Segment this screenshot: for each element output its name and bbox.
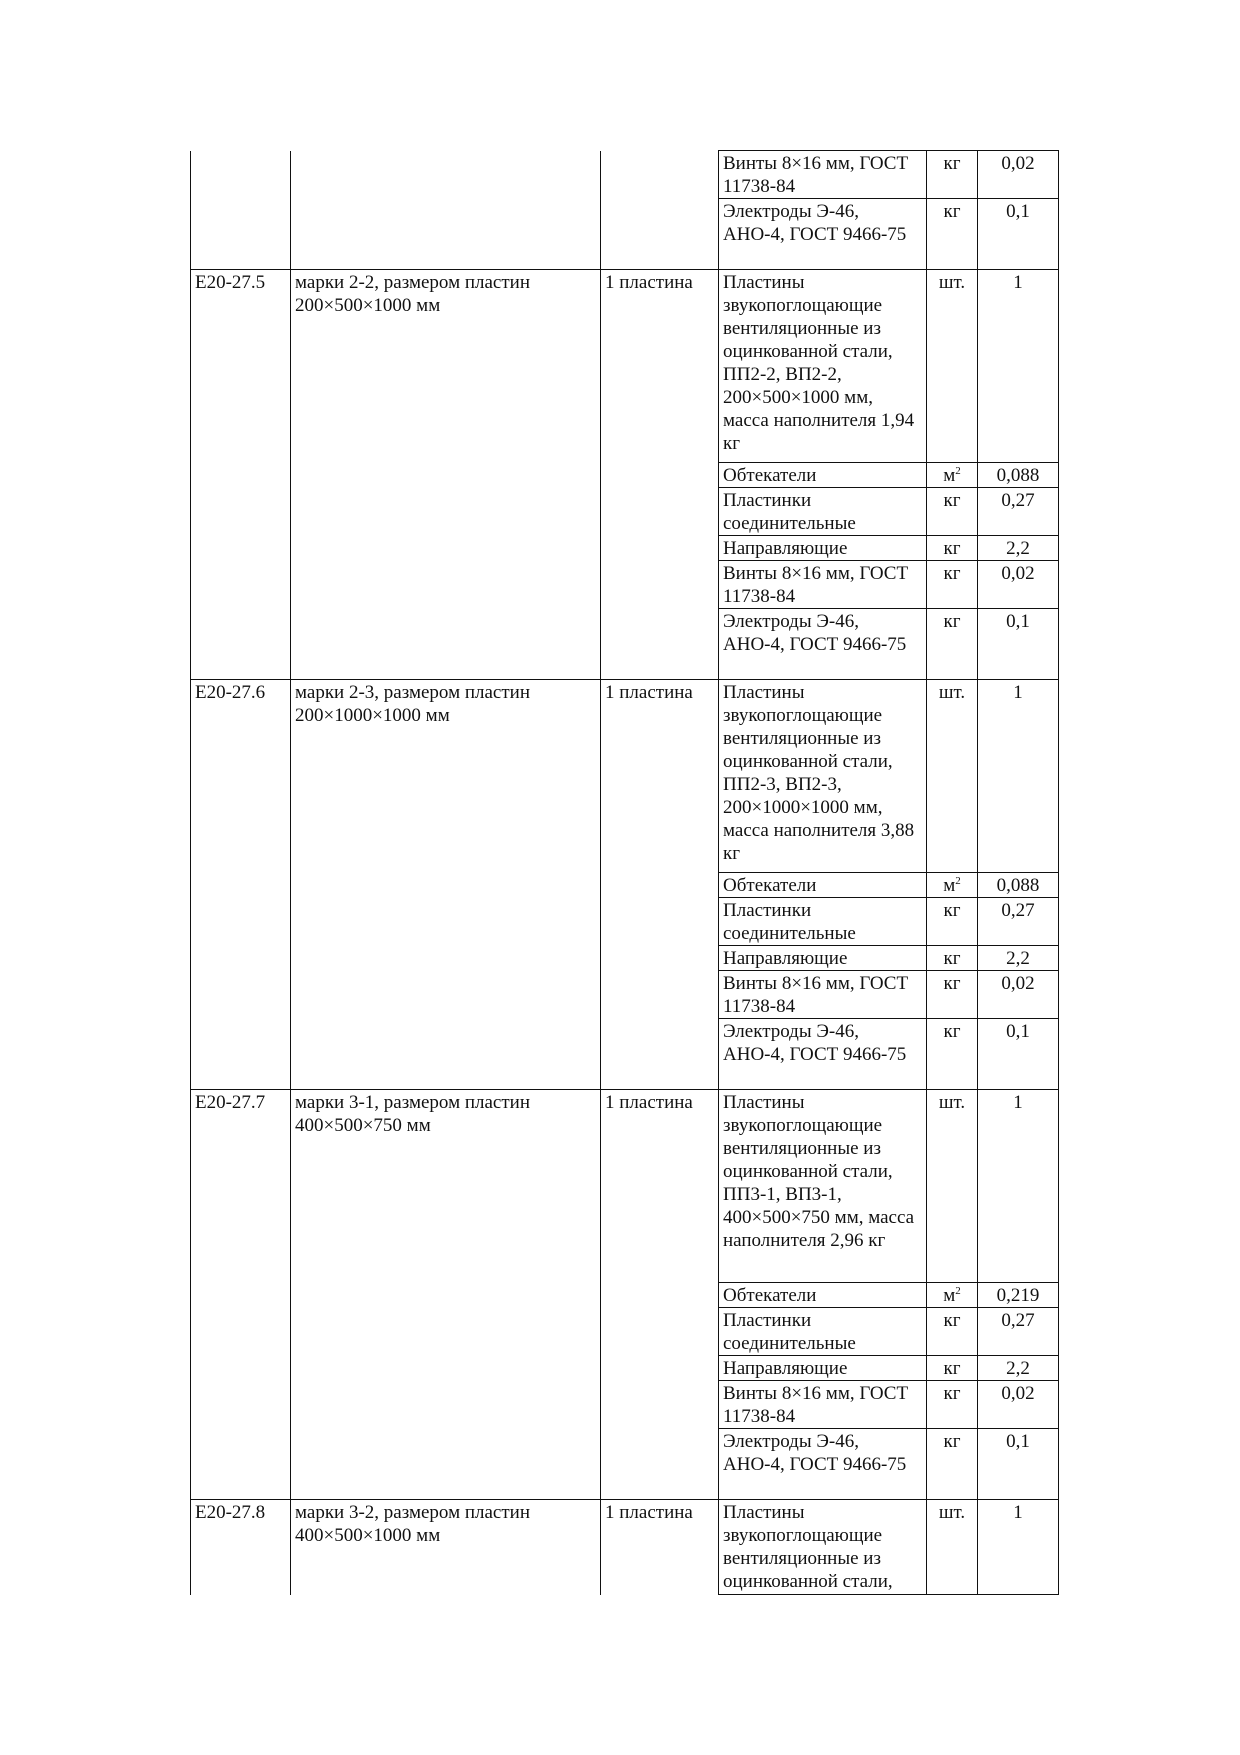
material-name-cell: Винты 8×16 мм, ГОСТ 11738-84 [719, 1381, 927, 1429]
unit-cell [927, 199, 978, 270]
material-name-cell: Пластинки соединительные [719, 1308, 927, 1356]
unit-cell [927, 946, 978, 971]
unit-cell [927, 1283, 978, 1308]
material-name-cell: Направляющие [719, 1356, 927, 1381]
unit-cell [927, 609, 978, 680]
material-name-cell: Винты 8×16 мм, ГОСТ 11738-84 [719, 151, 927, 199]
unit-cell [927, 151, 978, 199]
meter-cell [601, 151, 719, 270]
unit-cell [927, 536, 978, 561]
unit-text: кг [943, 563, 961, 584]
norms-table [190, 150, 1059, 1595]
table-row [191, 151, 1059, 199]
unit-text: кг [943, 1021, 961, 1042]
value-cell: 0,02 [978, 151, 1059, 199]
value-cell: 0,1 [978, 1429, 1059, 1500]
unit-superscript: 2 [955, 875, 961, 887]
value-cell: 1 [978, 1500, 1059, 1595]
meter-cell: 1 пластина [601, 680, 719, 1090]
code-cell: Е20-27.6 [191, 680, 291, 1090]
code-cell: Е20-27.5 [191, 270, 291, 680]
unit-cell [927, 1381, 978, 1429]
description-cell: марки 2-3, размером пластин 200×1000×1000 мм [291, 680, 601, 1090]
description-cell: марки 3-2, размером пластин 400×500×1000 мм [291, 1500, 601, 1595]
unit-text: кг [943, 611, 961, 632]
unit-cell [927, 1019, 978, 1090]
material-name-cell: Пластинки соединительные [719, 488, 927, 536]
unit-cell [927, 1356, 978, 1381]
material-name-cell: Направляющие [719, 946, 927, 971]
unit-cell [927, 1090, 978, 1283]
unit-cell [927, 873, 978, 898]
material-name-cell: Направляющие [719, 536, 927, 561]
material-name-cell: Обтекатели [719, 873, 927, 898]
material-name-cell: Пластины звукопоглощающие вентиляционные из оцинкованной стали, ПП2-3, ВП2-3, 200×1000×1000 мм, масса наполнителя 3,88 кг [719, 680, 927, 873]
table-row [191, 1090, 1059, 1283]
code-cell: Е20-27.7 [191, 1090, 291, 1500]
material-name-cell: Винты 8×16 мм, ГОСТ 11738-84 [719, 561, 927, 609]
material-name-cell: Винты 8×16 мм, ГОСТ 11738-84 [719, 971, 927, 1019]
value-cell: 0,088 [978, 463, 1059, 488]
material-name-cell: Пластины звукопоглощающие вентиляционные из оцинкованной стали, [719, 1500, 927, 1595]
table-row [191, 1500, 1059, 1595]
unit-cell [927, 898, 978, 946]
code-cell [191, 151, 291, 270]
unit-cell [927, 1500, 978, 1595]
table-row [191, 270, 1059, 463]
unit-text: кг [943, 900, 961, 921]
unit-cell [927, 463, 978, 488]
unit-cell [927, 270, 978, 463]
unit-text: кг [943, 973, 961, 994]
material-name-cell: Электроды Э-46, АНО-4, ГОСТ 9466-75 [719, 609, 927, 680]
value-cell: 1 [978, 1090, 1059, 1283]
unit-text: кг [943, 538, 961, 559]
unit-text: м [943, 875, 956, 896]
meter-cell: 1 пластина [601, 1090, 719, 1500]
unit-superscript: 2 [955, 1285, 961, 1297]
description-cell: марки 3-1, размером пластин 400×500×750 мм [291, 1090, 601, 1500]
material-name-cell: Пластины звукопоглощающие вентиляционные из оцинкованной стали, ПП3-1, ВП3-1, 400×500×750 мм, масса наполнителя 2,96 кг [719, 1090, 927, 1283]
description-cell [291, 151, 601, 270]
unit-cell [927, 680, 978, 873]
value-cell: 2,2 [978, 946, 1059, 971]
material-name-cell: Обтекатели [719, 1283, 927, 1308]
unit-text: шт. [938, 682, 966, 703]
unit-text: кг [943, 1358, 961, 1379]
unit-text: кг [943, 1310, 961, 1331]
value-cell: 1 [978, 270, 1059, 463]
unit-text: шт. [938, 1502, 966, 1523]
description-cell: марки 2-2, размером пластин 200×500×1000 мм [291, 270, 601, 680]
unit-text: шт. [938, 1092, 966, 1113]
unit-text: м [943, 1285, 956, 1306]
unit-superscript: 2 [955, 465, 961, 477]
unit-text: кг [943, 1383, 961, 1404]
unit-text: кг [943, 201, 961, 222]
norms-table-body [191, 151, 1059, 1595]
meter-cell: 1 пластина [601, 270, 719, 680]
unit-text: шт. [938, 272, 966, 293]
value-cell: 2,2 [978, 536, 1059, 561]
material-name-cell: Электроды Э-46, АНО-4, ГОСТ 9466-75 [719, 1429, 927, 1500]
value-cell: 0,27 [978, 1308, 1059, 1356]
unit-text: м [943, 465, 956, 486]
unit-cell [927, 1308, 978, 1356]
unit-cell [927, 488, 978, 536]
value-cell: 1 [978, 680, 1059, 873]
value-cell: 0,02 [978, 971, 1059, 1019]
material-name-cell: Пластинки соединительные [719, 898, 927, 946]
unit-cell [927, 971, 978, 1019]
value-cell: 0,02 [978, 1381, 1059, 1429]
unit-text: кг [943, 1431, 961, 1452]
unit-text: кг [943, 153, 961, 174]
value-cell: 0,27 [978, 898, 1059, 946]
code-cell: Е20-27.8 [191, 1500, 291, 1595]
value-cell: 0,088 [978, 873, 1059, 898]
material-name-cell: Электроды Э-46, АНО-4, ГОСТ 9466-75 [719, 1019, 927, 1090]
material-name-cell: Электроды Э-46, АНО-4, ГОСТ 9466-75 [719, 199, 927, 270]
material-name-cell: Обтекатели [719, 463, 927, 488]
meter-cell: 1 пластина [601, 1500, 719, 1595]
value-cell: 0,1 [978, 199, 1059, 270]
value-cell: 0,1 [978, 609, 1059, 680]
unit-text: кг [943, 948, 961, 969]
unit-cell [927, 1429, 978, 1500]
unit-cell [927, 561, 978, 609]
value-cell: 0,219 [978, 1283, 1059, 1308]
material-name-cell: Пластины звукопоглощающие вентиляционные из оцинкованной стали, ПП2-2, ВП2-2, 200×500×1000 мм, масса наполнителя 1,94 кг [719, 270, 927, 463]
table-row [191, 680, 1059, 873]
value-cell: 0,27 [978, 488, 1059, 536]
value-cell: 2,2 [978, 1356, 1059, 1381]
value-cell: 0,1 [978, 1019, 1059, 1090]
unit-text: кг [943, 490, 961, 511]
value-cell: 0,02 [978, 561, 1059, 609]
